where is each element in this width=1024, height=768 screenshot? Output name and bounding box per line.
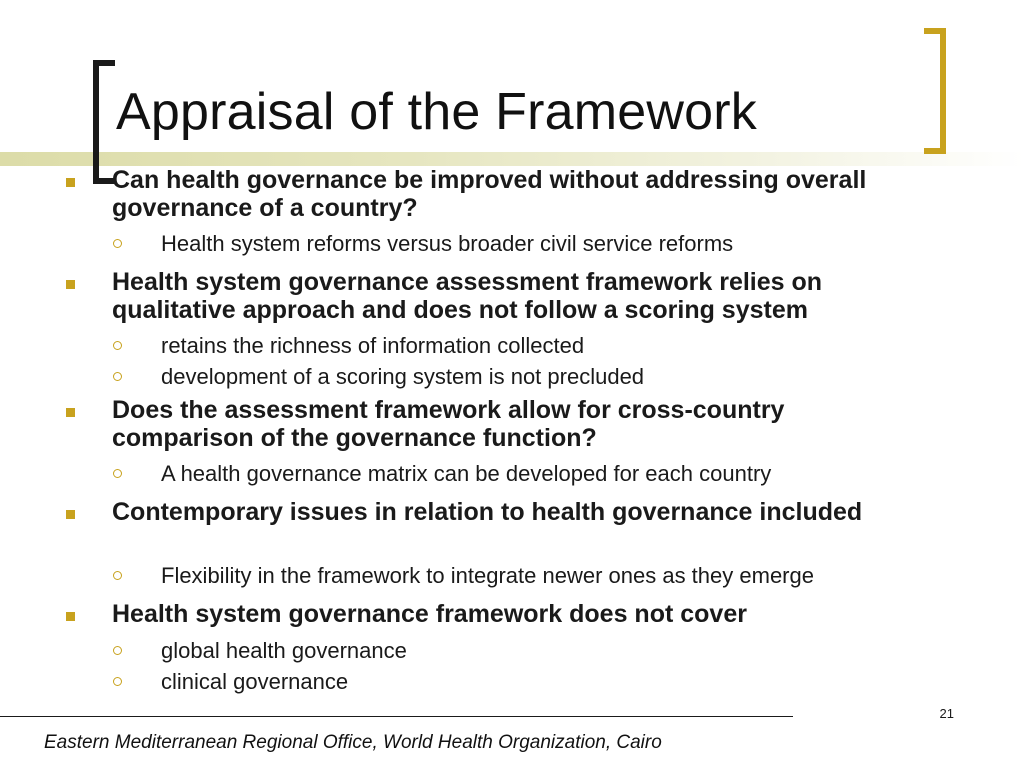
circle-bullet-icon [113, 239, 122, 248]
sub-bullet-item: retains the richness of information collected [161, 333, 585, 358]
bullet-item: Contemporary issues in relation to health governance included [112, 498, 863, 526]
circle-bullet-icon [113, 677, 122, 686]
circle-bullet-icon [113, 646, 122, 655]
sub-bullet-item: clinical governance [161, 669, 349, 694]
circle-bullet-icon [113, 372, 122, 381]
footer-divider [0, 716, 793, 717]
bullet-item: Can health governance be improved without addressing overall governance of a country? [112, 166, 867, 222]
square-bullet-icon [66, 408, 75, 417]
bullet-item: Does the assessment framework allow for cross-country comparison of the governance function? [112, 396, 785, 452]
page-number: 21 [939, 706, 954, 721]
sub-bullet-item: Flexibility in the framework to integrate newer ones as they emerge [161, 563, 814, 588]
circle-bullet-icon [113, 341, 122, 350]
square-bullet-icon [66, 612, 75, 621]
footer-text: Eastern Mediterranean Regional Office, World Health Organization, Cairo [44, 732, 662, 753]
sub-bullet-item: A health governance matrix can be developed for each country [161, 461, 772, 486]
circle-bullet-icon [113, 571, 122, 580]
sub-bullet-item: development of a scoring system is not precluded [161, 364, 645, 389]
circle-bullet-icon [113, 469, 122, 478]
slide-title: Appraisal of the Framework [116, 83, 758, 141]
sub-bullet-item: global health governance [161, 638, 407, 663]
square-bullet-icon [66, 178, 75, 187]
square-bullet-icon [66, 510, 75, 519]
bullet-item: Health system governance assessment framework relies on qualitative approach and does not follow a scoring system [112, 268, 823, 324]
bullet-item: Health system governance framework does not cover [112, 600, 747, 628]
sub-bullet-item: Health system reforms versus broader civil service reforms [161, 231, 734, 256]
square-bullet-icon [66, 280, 75, 289]
